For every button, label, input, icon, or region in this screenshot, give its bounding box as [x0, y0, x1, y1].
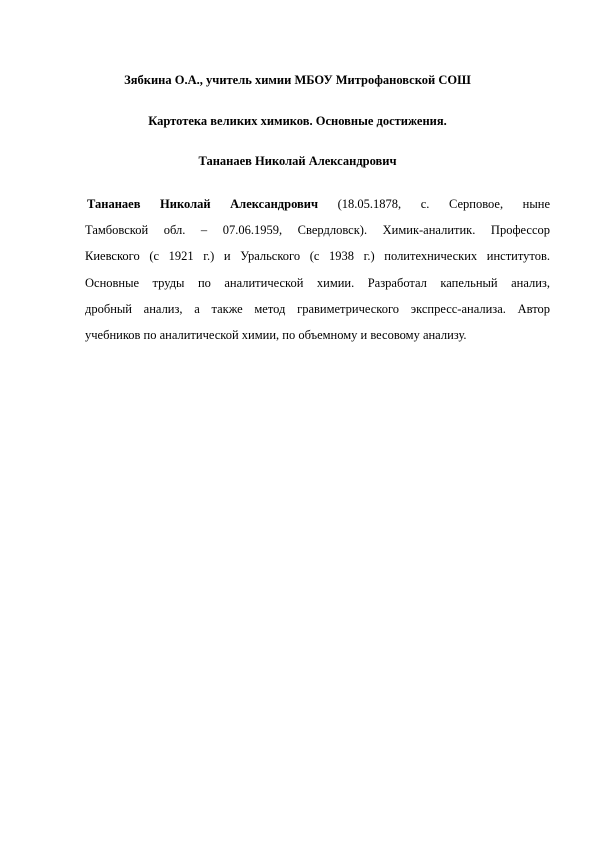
paragraph-line-6: учебников по аналитической химии, по объемному и весовому анализу. [85, 328, 467, 343]
paragraph-line-5: дробный анализ, а также метод гравиметрического экспресс-анализа. Автор [85, 301, 550, 316]
paragraph-lead-name: Тананаев Николай Александрович [87, 197, 319, 211]
paragraph-line-4: Основные труды по аналитической химии. Разработал капельный анализ, [85, 275, 550, 290]
person-name-heading: Тананаев Николай Александрович [198, 154, 397, 168]
paragraph-line-1 [85, 191, 550, 217]
paragraph-line-3: Киевского (с 1921 г.) и Уральского (с 1938 г.) политехнических институтов. [85, 249, 550, 264]
author-line: Зябкина О.А., учитель химии МБОУ Митрофановской СОШ [124, 73, 471, 87]
series-title: Картотека великих химиков. Основные достижения. [148, 114, 447, 128]
paragraph-line-2: Тамбовской обл. – 07.06.1959, Свердловск). Химик-аналитик. Профессор [85, 223, 550, 238]
paragraph-line-1-rest: (18.05.1878, с. Серповое, ныне [318, 197, 550, 211]
biography-paragraph [85, 191, 550, 348]
